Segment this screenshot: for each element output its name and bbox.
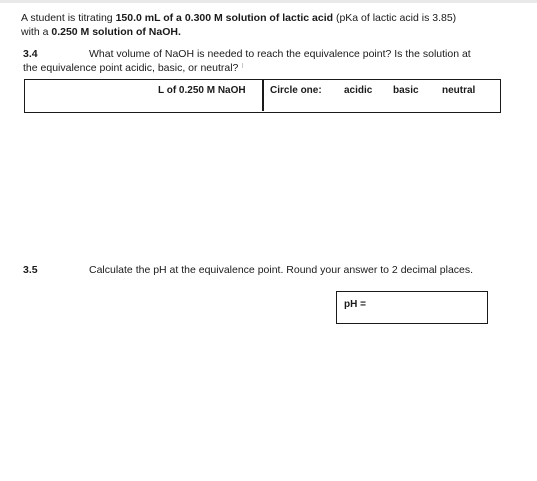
question-number-3-5: 3.5 bbox=[23, 264, 38, 276]
volume-answer-field[interactable]: L of 0.250 M NaOH bbox=[158, 85, 246, 96]
circle-one-label: Circle one: bbox=[270, 85, 322, 96]
top-divider bbox=[0, 0, 537, 3]
question-number-3-4: 3.4 bbox=[23, 48, 38, 60]
intro-bold-2: 0.250 M solution of NaOH. bbox=[51, 26, 181, 38]
intro-text-1: A student is titrating bbox=[21, 12, 116, 24]
question-3-4-text-line2 bbox=[23, 62, 503, 74]
option-basic[interactable]: basic bbox=[393, 85, 419, 96]
answer-row-3-4 bbox=[24, 79, 501, 113]
question-3-5-text: Calculate the pH at the equivalence point. Round your answer to 2 decimal places. bbox=[89, 264, 474, 276]
problem-intro bbox=[21, 11, 521, 39]
option-acidic[interactable]: acidic bbox=[344, 85, 373, 96]
ph-label: pH = bbox=[344, 299, 366, 310]
text-cursor-mark bbox=[242, 63, 243, 68]
ph-answer-box[interactable] bbox=[336, 291, 488, 324]
intro-text-3: with a bbox=[21, 26, 52, 38]
option-neutral[interactable]: neutral bbox=[442, 85, 476, 96]
question-3-4-text-line2-content: the equivalence point acidic, basic, or neutral? bbox=[23, 62, 239, 74]
answer-row-divider bbox=[262, 80, 264, 111]
intro-bold-1: 150.0 mL of a 0.300 M solution of lactic acid bbox=[115, 12, 334, 24]
intro-text-2: (pKa of lactic acid is 3.85) bbox=[333, 12, 457, 24]
question-3-4-text-line1: What volume of NaOH is needed to reach the equivalence point? Is the solution at bbox=[89, 48, 471, 60]
